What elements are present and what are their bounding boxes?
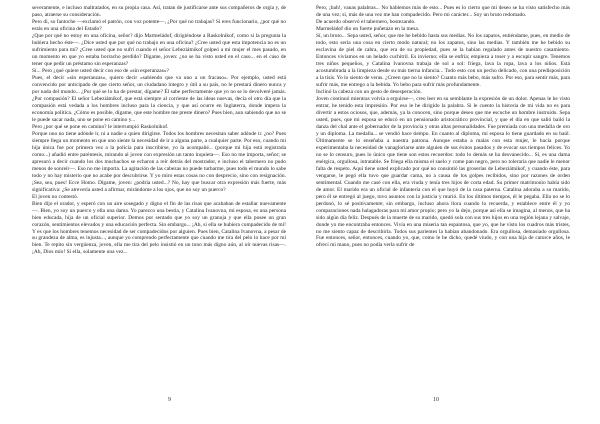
paragraph: Porque uno no tiene adónde ir, ni a nadie a quien dirigirse. Todos los hombres necesitan saber adónde ir. ¿no? Pues siempre llega un momento en que uno siente la necesidad de ir a alguna parte, a cualquier parte. Por eso, cuando mi hija única fue por primera vez a la policía para inscribirse, yo la acompañé... (porque mi hija está registrada como...) añadió entre paréntesis, mirando al joven con expresión un tanto inquieta—. Eso no me importa, señor; se apresuró a decir cuando los dos muchachos se echaron a reír detrás del mostrador, e incluso el tabernero no pudo menos de sonreír—. Eso no me importa. La agitación de las cabezas no puede turbarme, pues todo el mundo lo sabe todo y no hay misterio que no acabe por descubrirse. Y yo miro estas cosas no con desprecio, sino con resignación. ¡Sea, sea, pues! Ecce Homo. Dígame, joven: ¿podría usted...? No, hay que buscar otra expresión más fuerte, más significativa: ¿Se atrevería usted a afirmar, mirándome a los ojos, que no soy un puerco? (32, 130, 286, 193)
paragraph: Pero ¿por qué se pone en camino? le interrumpió Raskolnikof. (32, 123, 169, 130)
paragraph: Bien dijo el orador, y esperó con un aire sosegado y digno el fin de las risas que acababan de estallar nuevamente—. Bien, yo soy un puerco y ella una dama. Yo parezco una bestia, y Catalina Ivanovna, mi esposa, es una persona bien educada, hija de un oficial superior. Demos por sentado que yo soy un granuja y que ella posee un gran corazón, sentimientos elevados y una educación perfecta. Sin embargo... ¡Ah, si ella se hubiera compadecido de mí! Y es que los hombres tenemos necesidad de ser compadecidos por alguien. Pues bien, Catalina Ivanovna, a pesar de su grandeza de alma, es injusta..., aunque yo comprendo perfectamente que cuando me tira del pelo lo hace por mi bien. Te repito sin vergüenza, joven, ella me tira del pelo insistió en un tono más digno aún, al oír nuevas risas—. ¡Ah, Dios mío! Si ella, solamente una vez... (32, 200, 286, 256)
right-page (300, 0, 600, 424)
paragraph: Pero, ¡bah!, vanas palabras... No hablemos más de esto... Pues es lo cierto que mi deseo se ha visto satisfecho más de una vez; sí, más de una vez me han compadecido. Pero mi carácter... Soy un bruto redomado. (316, 5, 570, 18)
right-page-text (316, 5, 570, 249)
paragraph: El joven no contestó. (32, 193, 79, 200)
paragraph: Sí, un bruto... Sepa usted, señor, que me he bebido hasta sus medias. No los zapatos, entiéndame, pues, en medio de todo, esto sería una cosa en cierto modo natural; no los zapatos, sino las medias. Y también me he bebido su esclavina de piel de cabra, que era de su propiedad, pues se la habían regalado antes de nuestro casamiento. Entonces vivíamos en un helado cuchitril. Es invierno; ella se enfría; empieza a toser y a escupir sangre. Tenemos tres niños pequeños, y Catalina Ivanovna trabaja de sol a sol: friega, lava la ropa, lava a los niños. Está acostumbrada a la limpieza desde su más tierna infancia... Todo esto con un pecho delicado, con una predisposición a la tisis. Yo lo siento de veras. ¿Creen que no lo siento? Cuanto más bebo, más sufro. Por eso, para sentir más, para sufrir más, me entrego a la bebida. Yo bebo para sufrir más profundamente. (316, 32, 570, 88)
paragraph: Marmeládof dio un fuerte puñetazo en la mesa. (316, 25, 420, 32)
paragraph: De acuerdo observó el tabernero, bostezando. (316, 18, 416, 25)
page-number-right: 10 (433, 397, 439, 403)
paragraph: Sí... Pero ¿qué quiere usted decir con eso de «sin esperanzas»? (32, 67, 169, 74)
page-number-left: 9 (168, 397, 171, 403)
paragraph: Pero di, so fantoche —exclamó el patrón, con voz potente—, ¿Por qué no trabajas? Si eres funcionario, ¿por qué no estás en una oficina del Estado? (32, 18, 286, 32)
paragraph: Joven continuó mientras volvía a erguirse—, creo leer en su semblante la expresión de un dolor. Apenas le he visto entrar, he tenido esta impresión. Por eso le he dirigido la palabra. Si le cuento la historia de mi vida no es para divertir a estos ociosos, que, además, ya la conocen, sino porque deseo que me escuche un hombre instruido. Sepa usted, pues, que mi esposa se educó en un pensionado aristocrático provincial, y que el día en que salió bailó la danza del chal ante el gobernador de la provincia y otras altas personalidades. Fue premiada con una medalla de oro y un diploma. La medalla... se vendió hace tiempo. En cuanto al diploma, mi esposa lo tiene guardado en su baúl. Últimamente se lo enseñaba a nuestra patrona. Aunque estaba a malas con esta mujer, le hacía porque experimentaba la necesidad de vanagloriarse ante alguien de sus éxitos pasados y de evocar sus tiempos felices. Yo no se lo censuro, pues lo único que tiene son estos recuerdos: todo lo demás se ha desvanecido... Sí, es una dama enérgica, orgullosa, intratable. Se friega ella misma el suelo y come pan negro, pero no toleraría que nadie le menor falta de respeto. Aquí tiene usted explicado por qué no consintió las groserías de Lebeziátnikof, y cuando éste, para vengarse, le pegó ella tuvo que guardar cama, no a causa de los golpes recibidos, sino por razones de orden sentimental. Cuando me casé con ella, era viuda y tenía tres hijos de corta edad. Su primer matrimonio había sido de amor. El marido era un oficial de infantería con el que huyó de la casa paterna. Catalina adoraba a su marido, pero él se entregó al juego, tuvo asuntos con la justicia y murió. En los últimos tiempos, él le pegaba. Ella no se lo perdonó, lo sé positivamente; sin embargo, incluso ahora llora cuando lo recuerda, y establece entre él y yo comparaciones nada halagadoras para mi amor propio; pero yo la dejo, porque así ella se imagina, al menos, que ha sido algún día feliz. Después de la muerte de su marido, quedó sola con sus tres hijos en una región lejana y salvaje, donde yo me encontraba entonces. Vivía en una miseria tan espantosa, que yo, que he visto los cuadros más tristes, no me siento capaz de describirla. Todos sus parientes la habían abandonado. Era orgullosa, demasiado orgullosa. Fue entonces, señor, entonces, cuando yo, que, como le he dicho, quedé viudo, y con una hija de catorce años, le ofrecí mi mano, pues no podía verla sufrir de (316, 95, 570, 249)
paragraph: severamente, e incluso maltratados, en su propia casa. Así, tratan de justificarse ante sus compañeros de orgía y, de paso, atraerse su consideración. (32, 5, 286, 18)
paragraph: Pues, el decir «sin esperanzas», quiero decir «sabiendo que va uno a un fracaso». Por ejemplo, usted está convencido por anticipado de que cierto señor, un ciudadano íntegro y útil a su país, no le prestará dinero nunca y por nada del mundo... ¿Por qué se lo ha de prestar, dígame? Él sabe perfectamente que yo no se lo devolveré jamás. ¿Por compasión? El señor Lebeziátnikof, que está siempre al corriente de las ideas nuevas, decía el otro día que la compasión está vedada a los hombres incluso para la ciencia, y que así ocurre en Inglaterra, donde impera la economía política. ¿Cómo es posible, dígame, que este hombre me preste dinero? Pues bien, aun sabiendo que no se le puede sacar nada, uno se pone en camino y... (32, 74, 286, 123)
left-page-text (32, 5, 286, 256)
paragraph: ¿Que por qué no estoy en una oficina, señor? dijo Marmeládof, dirigiéndose a Raskolnikof, como si la pregunta la hubiera hecho éste—. ¿Dice usted que por qué no trabajo en una oficina? ¿Cree usted que esta impotencia no es un sufrimiento para mí? ¿Cree usted que no sufrí cuando el señor Lebeziátnikof golpeó a mi mujer el mes pasado, en un momento en que yo estaba borracho perdido? Dígame, joven: ¿no se ha visto usted en el caso... en el caso de tener que pedir un préstamo sin esperanzas? (32, 32, 286, 67)
paragraph: Inclinó la cabeza con un gesto de desesperación. (316, 88, 422, 95)
